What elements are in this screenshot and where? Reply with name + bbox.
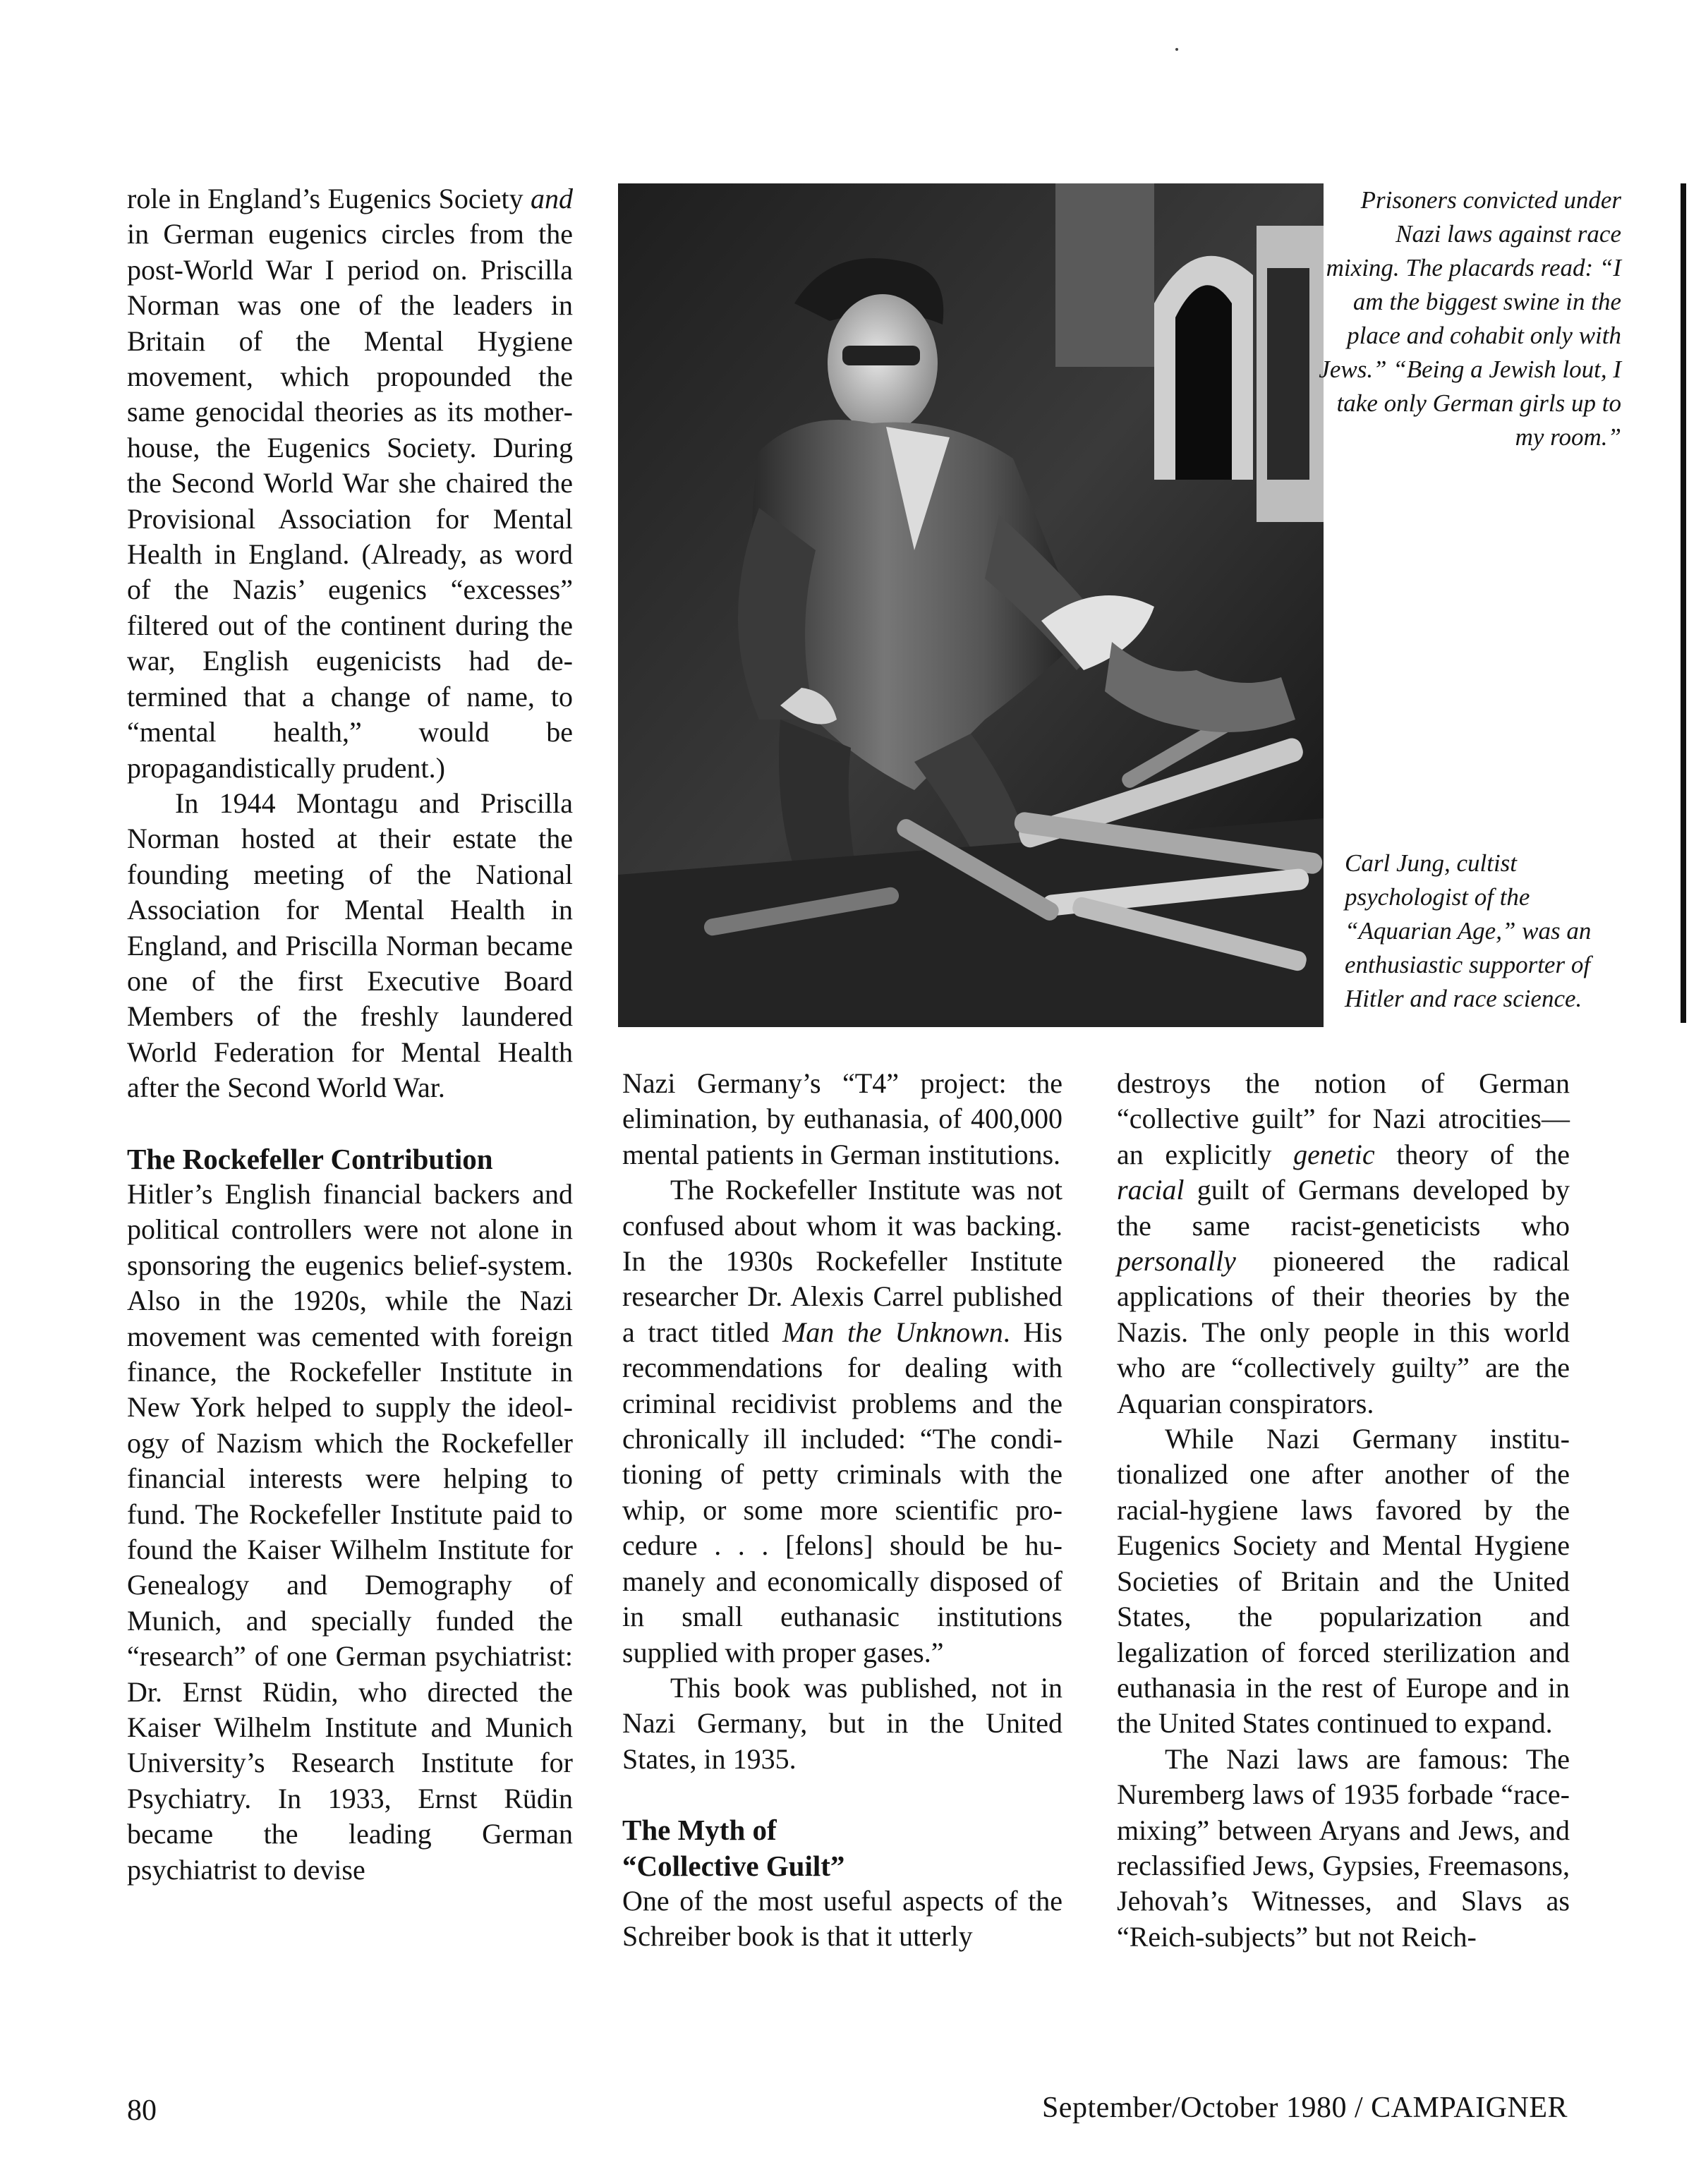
paragraph: Hitler’s English financial backers and political controllers were not alone in sponsoring the eugenics belief-system. Also in the 1920s, while the Nazi movement was cemented with foreign finance, the Rockefeller Institute in New York helped to supply the ideology of Nazism which the Rockefeller financial interests were helping to fund. The Rockefeller Institute paid to found the Kaiser Wilhelm Institute for Genealogy and Demography of Munich, and specially funded the “research” of one German psychiatrist: Dr. Ernst Rüdin, who directed the Kaiser Wilhelm Institute and Munich University’s Research Institute for Psychiatry. In 1933, Ernst Rüdin became the leading German psychiatrist to devise: [127, 1177, 573, 1886]
paragraph: While Nazi Germany institutionalized one after another of the racial-hygiene laws favored by the Eugenics Society and Mental Hygiene Societies of Britain and the United States, the popularization and legalization of forced sterilization and euthanasia in the rest of Europe and in the United States continued to expand.: [1117, 1423, 1570, 1740]
paragraph: destroys the notion of German “collective guilt” for Nazi atrocities—an explicitly genetic theory of the racial guilt of Germans developed by the same racist-geneticists who personally pioneered the radical applications of their theories by the Nazis. The only people in this world who are “collectively guilty” are the Aquarian conspirators.: [1117, 1067, 1570, 1419]
paragraph: One of the most useful aspects of the Schreiber book is that it utterly: [622, 1884, 1063, 1953]
background-arch: [1154, 226, 1324, 522]
column-1: [127, 181, 573, 1888]
page-edge-bar: [1681, 183, 1686, 1023]
print-speck: [1175, 48, 1178, 51]
section-heading: The Myth of: [622, 1814, 777, 1847]
photo-caption-prisoners: Prisoners convicted under Nazi laws against race mixing. The placards read: “I am the biggest swine in the place and cohabit only with Jews.” “Being a Jewish lout, I take only German girls up to my room.”: [1319, 186, 1621, 451]
photo-caption-jung: Carl Jung, cultist psychologist of the “Aquarian Age,” was an enthusiastic supporter of Hitler and race science.: [1345, 849, 1592, 1012]
column-2: [622, 1066, 1063, 1955]
section-gap: [127, 1106, 573, 1141]
section-heading: The Rockefeller Contribution: [127, 1142, 493, 1175]
section-gap: [622, 1777, 1063, 1812]
paragraph: Nazi Germany’s “T4” project: the elimination, by euthanasia, of 400,000 mental patients in German institutions.: [622, 1067, 1063, 1170]
paragraph: This book was published, not in Nazi Germany, but in the United States, in 1935.: [622, 1671, 1063, 1775]
photo-carl-jung: [618, 183, 1324, 1027]
page-number: 80: [127, 2094, 157, 2127]
paragraph: The Nazi laws are famous: The Nuremberg laws of 1935 forbade “race-mixing” between Aryans and Jews, and reclassified Jews, Gypsies, Freemasons, Jehovah’s Witnesses, and Slavs as “Reich-subjects” but not Reich-: [1117, 1742, 1570, 1953]
paragraph: The Rockefeller Institute was not confused about whom it was backing. In the 1930s Rockefeller Institute researcher Dr. Alexis Carrel published a tract titled Man the Unknown. His recommendations for dealing with criminal recidivist problems and the chronically ill included: “The conditioning of petty criminals with the whip, or some more scientific procedure . . . [felons] should be humanely and economically disposed of in small euthanasic institutions supplied with proper gases.”: [622, 1174, 1063, 1668]
column-3: [1117, 1066, 1570, 1955]
paragraph: role in England’s Eugenics Society and in German eugenics circles from the post-World War I period on. Priscilla Norman was one of the leaders in Britain of the Mental Hygiene movement, which propounded the same genocidal theories as its motherhouse, the Eugenics Society. During the Second World War she chaired the Provisional Association for Mental Health in England. (Already, as word of the Nazis’ eugenics “excesses” filtered out of the continent during the war, English eugenicists had determined that a change of name, to “mental health,” would be propagandistically prudent.): [127, 183, 573, 784]
section-heading: “Collective Guilt”: [622, 1849, 845, 1882]
issue-line: September/October 1980 / CAMPAIGNER: [1041, 2092, 1568, 2124]
paragraph: In 1944 Montagu and Priscilla Norman hosted at their estate the founding meeting of the National Association for Mental Health in England, and Priscilla Norman became one of the first Executive Board Members of the freshly laundered World Federation for Mental Health after the Second World War.: [127, 787, 573, 1104]
